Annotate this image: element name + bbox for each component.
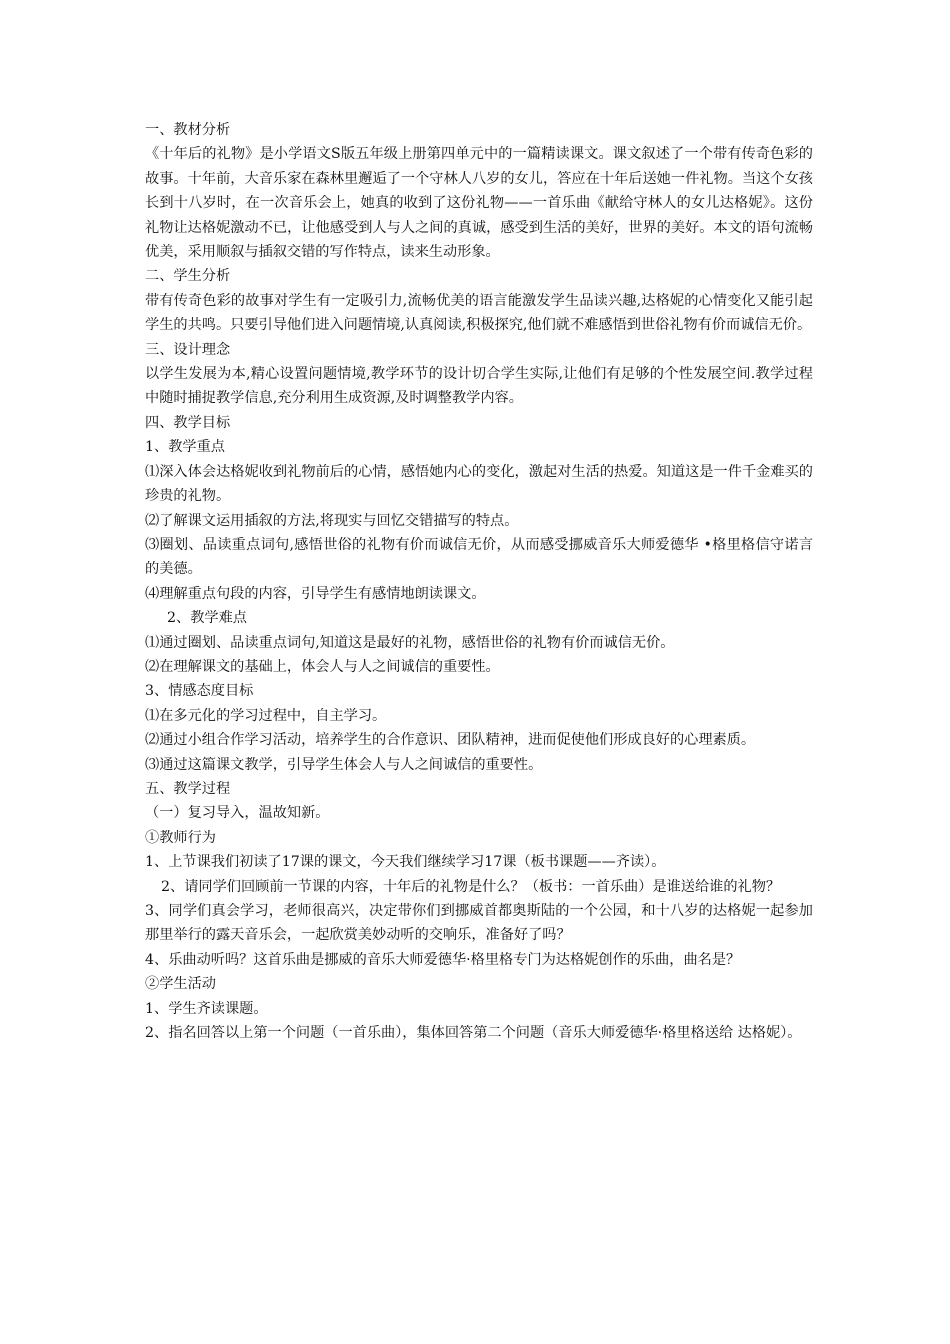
emotional-goal-item: ⑶通过这篇课文教学，引导学生体会人与人之间诚信的重要性。 [145,756,543,773]
key-point-item: ⑶圈划、品读重点词句,感悟世俗的礼物有价而诚信无价，从而感受挪威音乐大师爱德华 •格里格信守诺言的美德。 [145,536,813,578]
emotional-goal-item: ⑵通过小组合作学习活动，培养学生的合作意识、团队精神，进而促使他们形成良好的心理素质。 [145,732,756,749]
subheading-emotional-goals: 3、情感态度目标 [145,683,254,700]
textbook-analysis-paragraph: 《十年后的礼物》是小学语文S版五年级上册第四单元中的一篇精读课文。课文叙述了一个带有传奇色彩的故事。十年前，大音乐家在森林里邂逅了一个守林人八岁的女儿，答应在十年后送她一件礼物。当这个女孩长到十八岁时，在一次音乐会上，她真的收到了这份礼物——一首乐曲《献给守林人的女儿达格妮》。这份礼物让达格妮激动不已，让他感受到人与人之间的真诚，感受到生活的美好，世界的美好。本文的语句流畅优美，采用顺叙与插叙交错的写作特点，读来生动形象。 [145,146,813,261]
section-heading-design-concept: 三、设计理念 [145,341,231,358]
student-activity-item: 2、指名回答以上第一个问题（一首乐曲），集体回答第二个问题（音乐大师爱德华·格里格送给 达格妮）。 [145,1025,802,1042]
section-heading-student-analysis: 二、学生分析 [145,268,231,285]
section-heading-teaching-process: 五、教学过程 [145,780,231,797]
teacher-action-item: 1、上节课我们初读了17课的课文，今天我们继续学习17课（板书课题——齐读）。 [145,854,666,871]
section-heading-teaching-goals: 四、教学目标 [145,414,231,431]
student-analysis-paragraph: 带有传奇色彩的故事对学生有一定吸引力,流畅优美的语言能激发学生品读兴趣,达格妮的心情变化又能引起学生的共鸣。只要引导他们进入问题情境,认真阅读,积极探究,他们就不难感悟到世俗礼物有价而诚信无价。 [145,292,813,334]
subheading-difficulties: 2、教学难点 [167,610,247,627]
key-point-item: ⑵了解课文运用插叙的方法,将现实与回忆交错描写的特点。 [145,512,519,529]
teacher-action-item: 4、乐曲动听吗？这首乐曲是挪威的音乐大师爱德华·格里格专门为达格妮创作的乐曲，曲名是？ [145,951,741,968]
student-activity-item: 1、学生齐读课题。 [145,1000,268,1017]
teacher-action-item: 3、同学们真会学习，老师很高兴，决定带你们到挪威首都奥斯陆的一个公园，和十八岁的达格妮一起参加那里举行的露天音乐会，一起欣赏美妙动听的交响乐，准备好了吗？ [145,903,813,944]
difficulty-item: ⑵在理解课文的基础上，体会人与人之间诚信的重要性。 [145,658,500,675]
key-point-item: ⑴深入体会达格妮收到礼物前后的心情，感悟她内心的变化，激起对生活的热爱。知道这是一件千金难买的珍贵的礼物。 [145,463,813,505]
process-part-review: （一）复习导入，温故知新。 [145,805,330,822]
subheading-teacher-actions: ①教师行为 [145,829,216,846]
design-concept-paragraph: 以学生发展为本,精心设置问题情境,教学环节的设计切合学生实际,让他们有足够的个性发展空间.教学过程中随时捕捉教学信息,充分利用生成资源,及时调整教学内容。 [145,366,813,407]
subheading-key-points: 1、教学重点 [145,439,225,456]
subheading-student-activities: ②学生活动 [145,976,216,993]
difficulty-item: ⑴通过圈划、品读重点词句,知道这是最好的礼物，感悟世俗的礼物有价而诚信无价。 [145,634,675,651]
emotional-goal-item: ⑴在多元化的学习过程中，自主学习。 [145,707,387,724]
key-point-item: ⑷理解重点句段的内容，引导学生有感情地朗读课文。 [145,585,486,602]
document-body [145,118,813,1045]
section-heading-textbook-analysis: 一、教材分析 [145,122,231,138]
teacher-action-item: 2、请同学们回顾前一节课的内容，十年后的礼物是什么？（板书：一首乐曲）是谁送给谁的礼物？ [161,878,781,895]
